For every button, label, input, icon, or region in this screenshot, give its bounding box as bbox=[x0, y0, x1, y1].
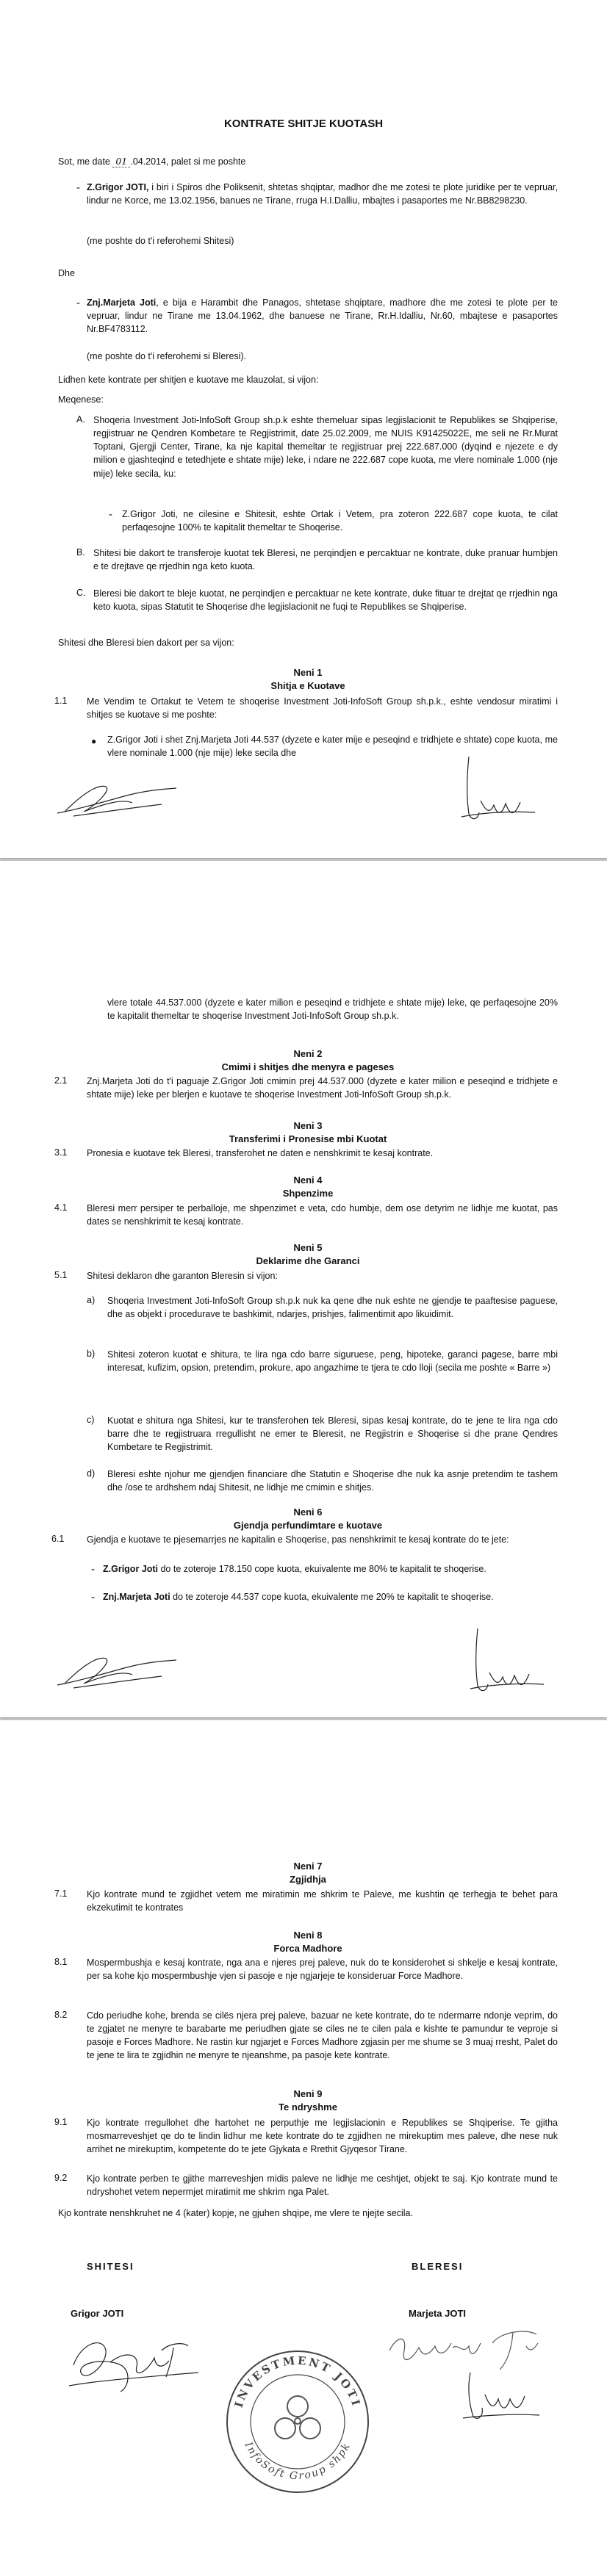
article-5-title: Deklarime dhe Garanci bbox=[256, 1255, 360, 1266]
holder-name: Znj.Marjeta Joti bbox=[103, 1592, 170, 1602]
buyer-signature bbox=[382, 2321, 558, 2431]
clause-1-1: Me Vendim te Ortakut te Vetem te shoqerise Investment Joti-InfoSoft Group sh.p.k., eshte vendosur miratimi i shitjes se kuotave si me poshte: bbox=[87, 696, 558, 721]
clause-1-1-sub: Z.Grigor Joti i shet Znj.Marjeta Joti 44.537 (dyzete e kater mije e peseqind e tridhjete e shtate) cope kuota, me vlere nominale 1.000 (nje mije) leke secila dhe bbox=[107, 735, 558, 759]
bullet-dash: - bbox=[76, 181, 80, 194]
item-letter-c: c) bbox=[87, 1415, 95, 1425]
intro-line: Lidhen kete kontrate per shitjen e kuotave me klauzolat, si vijon: bbox=[58, 375, 319, 385]
article-6-number: Neni 6 bbox=[293, 1507, 323, 1518]
holding-grigor bbox=[103, 1562, 558, 1576]
holder-name: Z.Grigor Joti bbox=[103, 1564, 158, 1574]
clause-5-1: Shitesi deklaron dhe garanton Bleresin si vijon: bbox=[87, 1271, 278, 1281]
article-9-title: Te ndryshme bbox=[279, 2101, 337, 2113]
article-3-heading bbox=[58, 1119, 558, 1145]
buyer-initials-signature bbox=[447, 749, 550, 830]
buyer-label: BLERESI bbox=[412, 2261, 464, 2272]
contract-page-3 bbox=[0, 1720, 607, 2576]
clause-number: 5.1 bbox=[54, 1270, 68, 1280]
agree-line: Shitesi dhe Bleresi bien dakort per sa vijon: bbox=[58, 638, 234, 648]
recital-a-sub: Z.Grigor Joti, ne cilesine e Shitesit, eshte Ortak i Vetem, pra zoteron 222.687 cope kuota, te cilat perfaqesojne 100% te kapitalit themeltar te Shoqerise. bbox=[122, 509, 558, 533]
clause-2-1: Znj.Marjeta Joti do t'i paguaje Z.Grigor Joti cmimin prej 44.537.000 (dyzete e kater milion e peseqind e tridhjete e shtate mije) leke per blerjen e kuotave te shoqerise Investment Joti-InfoSoft Group sh.p.k. bbox=[87, 1076, 558, 1100]
seller-signature bbox=[59, 2321, 206, 2402]
document-title: KONTRATE SHITJE KUOTASH bbox=[223, 118, 384, 130]
bullet-dot: ● bbox=[91, 736, 97, 746]
seal-top-text: INVESTMENT JOTI bbox=[231, 2353, 364, 2409]
article-4-title: Shpenzime bbox=[282, 1187, 334, 1199]
item-letter-a: a) bbox=[87, 1295, 96, 1305]
article-6-heading bbox=[58, 1506, 558, 1531]
clause-number: 1.1 bbox=[54, 696, 68, 706]
article-3-number: Neni 3 bbox=[293, 1120, 323, 1131]
clause-number: 6.1 bbox=[51, 1534, 65, 1544]
whereas-label: Meqenese: bbox=[58, 394, 104, 405]
article-2-number: Neni 2 bbox=[293, 1048, 323, 1059]
clause-5-a: Shoqeria Investment Joti-InfoSoft Group sh.p.k nuk ka qene dhe nuk eshte ne gjendje te paaftesise paguese, dhe as objekt i procedurave te bashkimit, ndarjes, prishjes, falimentimit apo likuidimit. bbox=[107, 1296, 558, 1320]
svg-text:INVESTMENT JOTI bbox=[232, 2354, 364, 2409]
buyer-signature-name: Marjeta JOTI bbox=[409, 2308, 467, 2319]
clause-number: 4.1 bbox=[54, 1202, 68, 1213]
article-8-heading bbox=[58, 1929, 558, 1955]
recital-letter-c: C. bbox=[76, 588, 86, 598]
holding-text: do te zoteroje 178.150 cope kuota, ekuivalente me 80% te kapitalit te shoqerise. bbox=[158, 1564, 486, 1574]
copies-statement: Kjo kontrate nenshkruhet ne 4 (kater) kopje, ne gjuhen shqipe, me vlere te njejte secila. bbox=[58, 2208, 413, 2218]
clause-number: 3.1 bbox=[54, 1147, 68, 1158]
seller-initials-signature bbox=[51, 768, 184, 826]
article-2-title: Cmimi i shitjes dhe menyra e pageses bbox=[221, 1061, 395, 1072]
seller-label: SHITESI bbox=[87, 2261, 134, 2272]
seller-reference: (me poshte do t'i referohemi Shitesi) bbox=[87, 236, 234, 246]
article-7-title: Zgjidhja bbox=[290, 1873, 326, 1885]
clause-5-b: Shitesi zoteron kuotat e shitura, te lira nga cdo barre siguruese, peng, hipoteke, garanci pagese, barre mbi interesat, kufizim, opsion, pretendim, prokure, apo angazhime te tjera te cdo lloji (secila me poshte « Barre ») bbox=[107, 1349, 558, 1374]
clause-7-1: Kjo kontrate mund te zgjidhet vetem me miratimin me shkrim te Paleve, me kushtin qe terhegja te behet para ekzekutimit te kontrates bbox=[87, 1889, 558, 1913]
article-8-number: Neni 8 bbox=[293, 1930, 323, 1941]
seller-initials-signature bbox=[51, 1639, 184, 1698]
bullet-dash: - bbox=[91, 1563, 95, 1576]
clause-number: 7.1 bbox=[54, 1888, 68, 1899]
article-4-heading bbox=[58, 1174, 558, 1199]
clause-6-1: Gjendja e kuotave te pjesemarrjes ne kapitalin e Shoqerise, pas nenshkrimit te kesaj kontrate do te jete: bbox=[87, 1534, 509, 1545]
seller-signature-name: Grigor JOTI bbox=[71, 2308, 124, 2319]
clause-number: 9.1 bbox=[54, 2117, 68, 2127]
bullet-dash: - bbox=[91, 1591, 95, 1603]
holding-marjeta bbox=[103, 1590, 558, 1603]
article-1-number: Neni 1 bbox=[293, 667, 323, 678]
recital-letter-a: A. bbox=[76, 414, 85, 425]
clause-9-2: Kjo kontrate perben te gjithe marreveshjen midis paleve ne lidhje me ceshtjet, objekt te saj. Kjo kontrate mund te ndryshohet vetem nepermjet miratimit me shkrim nga Palet. bbox=[87, 2173, 558, 2198]
date-rest: .04.2014, palet si me poshte bbox=[130, 156, 246, 167]
company-seal bbox=[220, 2345, 375, 2499]
item-letter-d: d) bbox=[87, 1468, 96, 1479]
contract-page-2 bbox=[0, 861, 607, 1717]
article-6-title: Gjendja perfundimtare e kuotave bbox=[233, 1519, 383, 1531]
handwritten-date-day: 01 bbox=[112, 156, 130, 167]
clause-number: 9.2 bbox=[54, 2173, 68, 2183]
seller-name: Z.Grigor JOTI, bbox=[87, 182, 149, 192]
buyer-reference: (me poshte do t'i referohemi si Bleresi). bbox=[87, 351, 247, 361]
clause-1-1-continuation: vlere totale 44.537.000 (dyzete e kater milion e peseqind e tridhjete e shtate mije) leke, qe perfaqesojne 20% te kapitalit themeltar te shoqerise Investment Joti-InfoSoft Group sh.p.k. bbox=[107, 997, 558, 1022]
date-prefix: Sot, me date bbox=[58, 156, 110, 167]
seal-bottom-text: InfoSoft Group shpk bbox=[242, 2440, 353, 2483]
article-7-heading bbox=[58, 1860, 558, 1886]
recital-c: Bleresi bie dakort te bleje kuotat, ne perqindjen e percaktuar ne kete kontrate, duke fituar te drejtat qe rrjedhin nga keto kuota, sipas Statutit te Shoqerise dhe legjislacionit ne fuqi te Republikes se Shqiperise. bbox=[93, 588, 558, 613]
recital-b: Shitesi bie dakort te transferoje kuotat tek Bleresi, ne perqindjen e percaktuar ne kontrate, duke pranuar humbjen e te drejtave qe rrjedhin nga keto kuota. bbox=[93, 548, 558, 572]
recital-letter-b: B. bbox=[76, 547, 85, 558]
svg-text:InfoSoft Group shpk bbox=[242, 2439, 353, 2482]
buyer-party-block bbox=[87, 296, 558, 336]
clause-number: 8.2 bbox=[54, 2010, 68, 2020]
recital-a: Shoqeria Investment Joti-InfoSoft Group sh.p.k eshte themeluar sipas legjislacionit te Republikes se Shqiperise, regjistruar ne Qendren Kombetare te Regjistrimit, date 25.02.2009, me NUIS K91425022E, me seli ne Rr.Murat Toptani, Gjergji Center, Tirane, ka nje kapital themeltar te regjistruar prej 222.687.000 (dyqind e njezete e dy milion e gjashteqind e tetedhjete e shtate mije) leke, i ndare ne 222.687 cope kuota, me vlere nominale 1.000 (nje mije) leke secila, ku: bbox=[93, 415, 558, 479]
article-1-heading bbox=[58, 666, 558, 692]
date-line bbox=[58, 155, 558, 168]
bullet-dash: - bbox=[76, 297, 80, 309]
article-3-title: Transferimi i Pronesise mbi Kuotat bbox=[229, 1133, 387, 1144]
article-9-number: Neni 9 bbox=[293, 2088, 323, 2099]
buyer-description: , e bija e Harambit dhe Panagos, shtetase shqiptare, madhore dhe me zotesi te plote per te vepruar, lindur ne Tirane me 13.04.1962, dhe banuese ne Tirane, Rr.H.Idalliu, Nr.60, mbajtese e pasaportes Nr.BF4783112. bbox=[87, 297, 558, 335]
clause-8-1: Mospermbushja e kesaj kontrate, nga ana e njeres prej paleve, nuk do te konsiderohet si shkelje e kesaj kontrate, per sa kohe kjo mospermbushje vjen si pasoje e nje ngjarjeje te konsideruar Force Madhore. bbox=[87, 1958, 558, 1982]
and-word: Dhe bbox=[58, 268, 75, 278]
clause-3-1: Pronesia e kuotave tek Bleresi, transferohet ne daten e nenshkrimit te kesaj kontrate. bbox=[87, 1148, 434, 1158]
item-letter-b: b) bbox=[87, 1349, 96, 1359]
seller-description: i biri i Spiros dhe Poliksenit, shtetas shqiptar, madhor dhe me zotesi te plote juridike per te vepruar, lindur ne Korce, me 13.02.1956, banues ne Tirane, rruga H.I.Dalliu, mbajtes i pasaportes me Nr.BB8298230. bbox=[87, 182, 558, 206]
holding-text: do te zoteroje 44.537 cope kuota, ekuivalente me 20% te kapitalit te shoqerise. bbox=[170, 1592, 494, 1602]
contract-page-1 bbox=[0, 0, 607, 858]
buyer-initials-signature bbox=[456, 1621, 558, 1702]
clause-number: 2.1 bbox=[54, 1075, 68, 1086]
clause-9-1: Kjo kontrate rregullohet dhe hartohet ne perputhje me legjislacionin e Republikes se Shqiperise. Te gjitha mosmarreveshjet qe do te lindin lidhur me kete kontrate do te zgjidhen ne mirekuptim mes paleve, dhe nese nuk arrihet ne mirekuptim, kompetente do te jete Gjykata e Rrethit Gjyqesor Tirane. bbox=[87, 2118, 558, 2155]
article-8-title: Forca Madhore bbox=[273, 1942, 342, 1954]
clause-8-2: Cdo periudhe kohe, brenda se cilës njera prej paleve, bazuar ne kete kontrate, do te ndermarre ndonje veprim, do te zgjatet ne menyre te barabarte me periudhen gjate se ciles ne te cilen pala e kishte te pamundur te veproje si pasoje e Forces Madhore. Ne rastin kur ngjarjet e Forces Madhore zgjasin per me shume se 3 muaj rresht, Palet do te jene te lira te zgjidhin ne menyre te njeanshme, pa pasoje kete kontrate. bbox=[87, 2010, 558, 2061]
seller-party-block bbox=[87, 181, 558, 207]
article-9-heading bbox=[58, 2088, 558, 2113]
article-4-number: Neni 4 bbox=[293, 1175, 323, 1186]
bullet-dash: - bbox=[109, 508, 112, 521]
clause-5-c: Kuotat e shitura nga Shitesi, kur te transferohen tek Bleresi, sipas kesaj kontrate, do te jene te lira nga cdo barre dhe te regjistruara rregullisht ne emer te Bleresit, ne Regjistrin e Shoqerise si dhe prane Qendres Kombetare te Regjistrimit. bbox=[107, 1415, 558, 1453]
article-5-number: Neni 5 bbox=[293, 1242, 323, 1253]
buyer-name: Znj.Marjeta Joti bbox=[87, 297, 157, 308]
article-7-number: Neni 7 bbox=[293, 1861, 323, 1872]
article-1-title: Shitja e Kuotave bbox=[270, 679, 345, 691]
seal-emblem-icon bbox=[275, 2396, 320, 2439]
clause-number: 8.1 bbox=[54, 1957, 68, 1967]
article-2-heading bbox=[58, 1047, 558, 1073]
clause-5-d: Bleresi eshte njohur me gjendjen financiare dhe Statutin e Shoqerise dhe nuk ka asnje pretendim te tashem dhe /ose te ardhshem ndaj Shitesit, ne lidhje me cmimin e shitjes. bbox=[107, 1469, 558, 1493]
clause-4-1: Bleresi merr persiper te perballoje, me shpenzimet e veta, cdo humbje, dem ose detyrim ne lidhje me kuotat, pas dates se nenshkrimit te kesaj kontrate. bbox=[87, 1203, 558, 1227]
article-5-heading bbox=[58, 1241, 558, 1267]
